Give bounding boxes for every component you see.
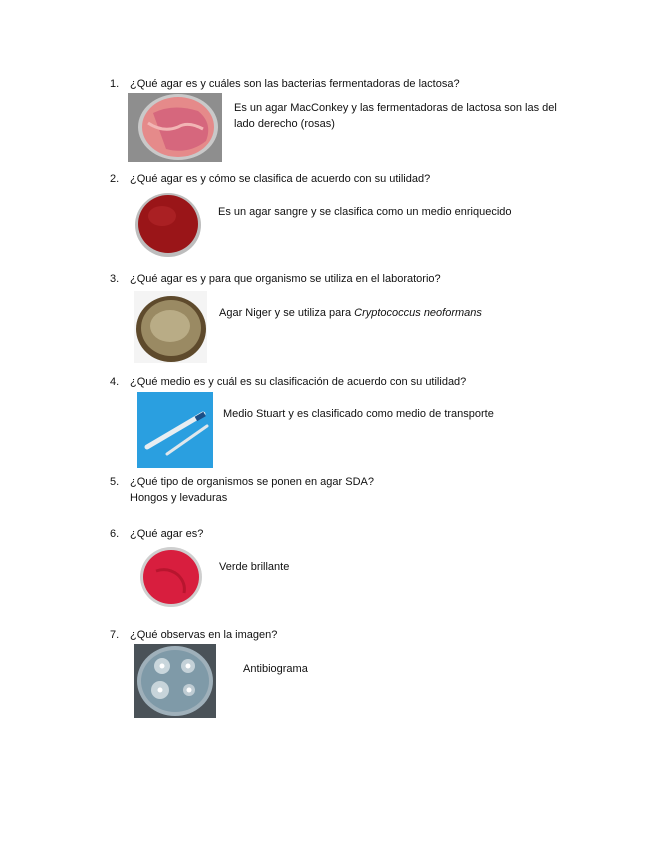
question-text: ¿Qué tipo de organismos se ponen en agar SDA? (130, 476, 374, 488)
question-text: ¿Qué agar es y cómo se clasifica de acuerdo con su utilidad? (130, 173, 431, 185)
question-number: 6. (110, 528, 120, 540)
stuart-transport-swab-photo (137, 392, 213, 468)
question-number: 7. (110, 629, 120, 641)
answer-2: Es un agar sangre y se clasifica como un medio enriquecido (218, 206, 512, 218)
answer-4: Medio Stuart y es clasificado como medio de transporte (223, 408, 494, 420)
answer-5: Hongos y levaduras (130, 492, 228, 504)
question-number: 3. (110, 273, 120, 285)
question-text: ¿Qué agar es y para que organismo se utiliza en el laboratorio? (130, 273, 441, 285)
answer-7: Antibiograma (243, 663, 308, 675)
question-3 (110, 272, 441, 286)
answer-6: Verde brillante (219, 561, 290, 573)
question-5 (110, 475, 374, 489)
antibiogram-plate-photo (134, 644, 216, 718)
answer-text: Agar Niger y se utiliza para (219, 307, 355, 319)
question-6 (110, 527, 203, 541)
question-number: 1. (110, 78, 120, 90)
question-7 (110, 628, 277, 642)
question-4 (110, 375, 466, 389)
answer-3 (219, 305, 549, 321)
answer-1: Es un agar MacConkey y las fermentadoras de lactosa son las del lado derecho (rosas) (234, 102, 557, 130)
question-number: 2. (110, 173, 120, 185)
question-text: ¿Qué agar es y cuáles son las bacterias fermentadoras de lactosa? (130, 78, 460, 90)
niger-agar-plate-photo (134, 291, 207, 363)
macconkey-agar-plate-photo (128, 93, 222, 162)
brilliant-green-agar-plate-photo (138, 545, 204, 609)
blood-agar-plate-photo (132, 190, 204, 258)
question-2 (110, 172, 430, 186)
question-text: ¿Qué medio es y cuál es su clasificación de acuerdo con su utilidad? (130, 376, 467, 388)
question-number: 4. (110, 376, 120, 388)
question-1 (110, 77, 460, 91)
organism-name: Cryptococcus neoformans (354, 307, 482, 319)
question-text: ¿Qué agar es? (130, 528, 204, 540)
question-number: 5. (110, 476, 120, 488)
question-text: ¿Qué observas en la imagen? (130, 629, 278, 641)
